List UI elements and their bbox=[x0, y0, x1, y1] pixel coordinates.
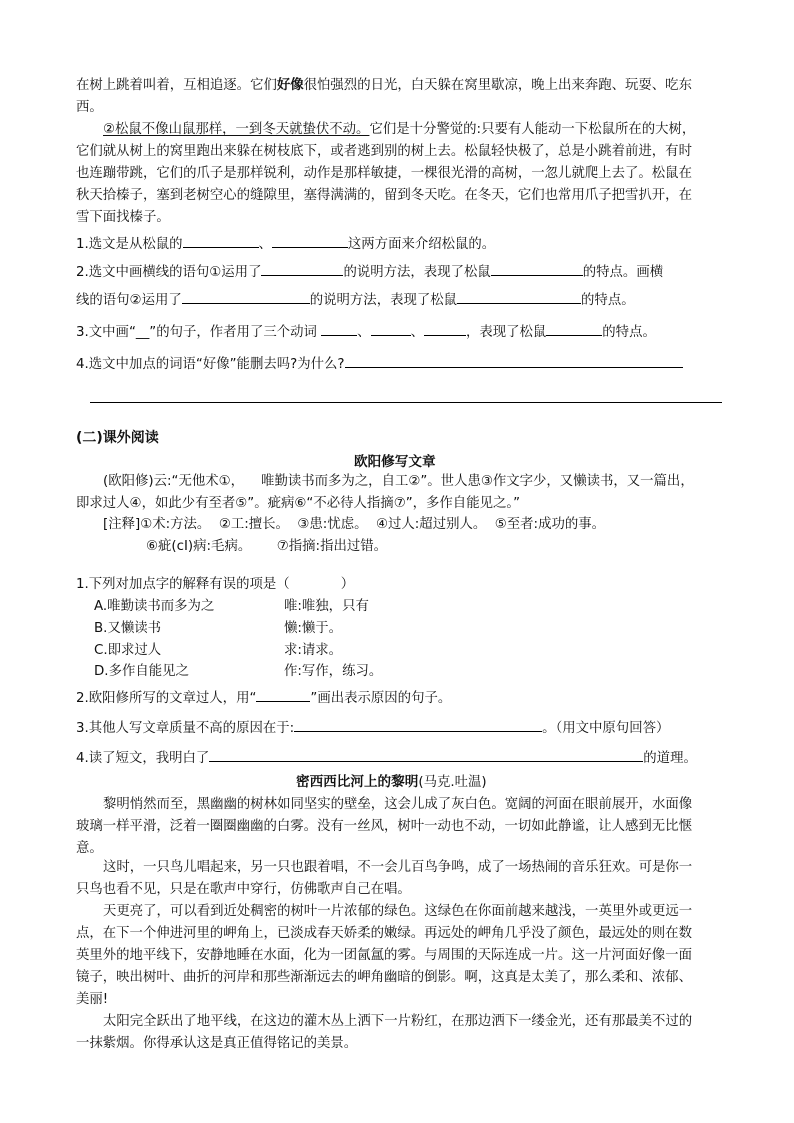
passage-title: 欧阳修写文章 bbox=[354, 454, 436, 470]
passage-line: 即求过人④，如此少有至者⑤”。疵病⑥“不必待人指摘⑦”，多作自能见之。” bbox=[76, 496, 521, 511]
answer-blank[interactable] bbox=[182, 290, 310, 304]
question-1: 1.下列对加点字的解释有误的项是（ ） bbox=[76, 577, 355, 592]
answer-blank[interactable] bbox=[457, 290, 581, 304]
answer-blank[interactable] bbox=[321, 322, 357, 336]
underline-mark: __ bbox=[135, 325, 150, 340]
passage-line: 它们就从树上的窝里跑出来躲在树枝底下，或者逃到别的树上去。松鼠轻快极了，总是小跳着前进，有时 bbox=[76, 144, 692, 159]
text: 、 bbox=[258, 237, 272, 252]
section-heading: (二)课外阅读 bbox=[76, 430, 159, 446]
passage-line: 秋天拾榛子，塞到老树空心的缝隙里，塞得满满的，留到冬天吃。在冬天，它们也常用爪子把雪扒开，在 bbox=[76, 188, 692, 203]
passage-line: 一抹紫烟。你得承认这是真正值得铭记的美景。 bbox=[76, 1036, 358, 1051]
text: 的特点。 bbox=[581, 293, 635, 308]
passage-line: 太阳完全跃出了地平线，在这边的灌木丛上洒下一片粉红，在那边洒下一缕金光，还有那最美不过的 bbox=[103, 1014, 693, 1029]
option-c-explain: 求:请求。 bbox=[284, 643, 343, 658]
answer-line[interactable] bbox=[90, 402, 722, 403]
passage-line bbox=[103, 120, 695, 140]
text: 很怕强烈的日光，白天躲在窝里歇凉，晚上出来奔跑、玩耍、吃东 bbox=[303, 78, 692, 93]
passage-line: 黎明悄然而至，黑幽幽的树林如同坚实的壁垒，这会儿成了灰白色。宽阔的河面在眼前展开，水面像 bbox=[103, 797, 693, 812]
text: 的特点。画横 bbox=[582, 265, 664, 280]
text: 4.选文中加点的词语“好像”能删去吗?为什么? bbox=[76, 357, 345, 372]
text: 4.读了短文，我明白了 bbox=[76, 751, 210, 766]
option-a: A.唯勤读书而多为之 bbox=[94, 599, 215, 614]
text: 的说明方法，表现了松鼠 bbox=[343, 265, 491, 280]
text: 的特点。 bbox=[602, 325, 656, 340]
author: (马克.吐温) bbox=[418, 775, 487, 790]
text: 这两方面来介绍松鼠的。 bbox=[347, 237, 496, 252]
passage-line: (欧阳修)云:“无他术①， 唯勤读书而多为之，自工②”。世人患③作文字少，又懒读书，又一篇出， bbox=[103, 474, 694, 489]
option-d: D.多作自能见之 bbox=[94, 664, 189, 679]
question-2-cont bbox=[76, 290, 635, 311]
text: ”的句子，作者用了三个动词 bbox=[149, 325, 317, 340]
underlined-sentence-2: ②松鼠不像山鼠那样，一到冬天就蛰伏不动。 bbox=[103, 122, 370, 137]
passage-line: 意。 bbox=[76, 841, 103, 856]
text: 3.其他人写文章质量不高的原因在于: bbox=[76, 721, 295, 736]
text: 线的语句②运用了 bbox=[76, 293, 182, 308]
passage-line: 点，在下一个伸进河里的岬角上，已淡成春天娇柔的嫩绿。再远处的岬角几乎没了颜色，最远处的则在数 bbox=[76, 926, 692, 941]
passage-line: 天更亮了，可以看到近处稠密的树叶一片浓郁的绿色。这绿色在你面前越来越浅，一英里外或更远一 bbox=[103, 904, 693, 919]
passage-line: 只鸟也看不见，只是在歌声中穿行，仿佛歌声自己在唱。 bbox=[76, 882, 411, 897]
answer-blank[interactable] bbox=[424, 322, 466, 336]
text: 。（用文中原句回答） bbox=[542, 721, 670, 736]
question-2 bbox=[76, 262, 663, 283]
question-4 bbox=[76, 354, 683, 375]
text: 的说明方法，表现了松鼠 bbox=[309, 293, 458, 308]
passage-line: 雪下面找榛子。 bbox=[76, 210, 170, 225]
passage-line: 西。 bbox=[76, 100, 103, 115]
option-d-explain: 作:写作，练习。 bbox=[284, 664, 383, 679]
passage-line: 也连蹦带跳，它们的爪子是那样锐利，动作是那样敏捷，一棵很光滑的高树，一忽儿就爬上去了。松鼠在 bbox=[76, 166, 692, 181]
passage-line: 英里外的地平线下，安静地睡在水面，化为一团氤氲的雾。与周围的天际连成一片。这一片河面好像一面 bbox=[76, 948, 692, 963]
text: ，表现了松鼠 bbox=[465, 325, 547, 340]
passage-line bbox=[76, 76, 692, 96]
question-4 bbox=[76, 748, 697, 769]
option-a-explain: 唯:唯独，只有 bbox=[284, 599, 369, 614]
question-2 bbox=[76, 688, 451, 709]
answer-blank[interactable] bbox=[183, 234, 259, 248]
option-b-explain: 懒:懒于。 bbox=[284, 621, 343, 636]
text: 1.选文是从松鼠的 bbox=[76, 237, 183, 252]
passage-title: 密西西比河上的黎明 bbox=[296, 774, 419, 790]
answer-blank[interactable] bbox=[272, 234, 348, 248]
answer-blank[interactable] bbox=[209, 748, 643, 762]
text: ”画出表示原因的句子。 bbox=[310, 691, 452, 706]
notes-line: ⑥疵(cI)病:毛病。 ⑦指摘:指出过错。 bbox=[146, 539, 388, 554]
text: 在树上跳着叫着，互相追逐。它们 bbox=[76, 78, 277, 93]
text: 的道理。 bbox=[643, 751, 697, 766]
passage-title-line bbox=[296, 772, 487, 793]
notes-line: [注释]①术:方法。 ②工:擅长。 ③患:忧虑。 ④过人:超过别人。 ⑤至者:成功的事。 bbox=[103, 517, 606, 532]
passage-line: 玻璃一样平滑，泛着一圈圈幽幽的白雾。没有一丝风，树叶一动也不动，一切如此静谧，让人感到无比惬 bbox=[76, 819, 692, 834]
question-3 bbox=[76, 718, 669, 739]
answer-blank[interactable] bbox=[491, 262, 583, 276]
answer-blank[interactable] bbox=[546, 322, 602, 336]
answer-blank[interactable] bbox=[261, 262, 343, 276]
answer-blank[interactable] bbox=[345, 354, 683, 368]
text: 3.文中画“ bbox=[76, 325, 136, 340]
text: 2.选文中画横线的语句①运用了 bbox=[76, 265, 262, 280]
answer-blank[interactable] bbox=[371, 322, 411, 336]
passage-line: 镜子，映出树叶、曲折的河岸和那些渐渐远去的岬角幽暗的倒影。啊，这真是太美了，那么柔和、浓郁、 bbox=[76, 970, 692, 985]
answer-blank[interactable] bbox=[294, 718, 542, 732]
question-1 bbox=[76, 234, 495, 255]
passage-line: 这时，一只鸟儿唱起来，另一只也跟着唱，不一会儿百鸟争鸣，成了一场热闹的音乐狂欢。可是你一 bbox=[103, 860, 693, 875]
passage-line: 美丽! bbox=[76, 992, 109, 1007]
text: 2.欧阳修所写的文章过人，用“ bbox=[76, 691, 257, 706]
question-3 bbox=[76, 322, 656, 343]
option-b: B.又懒读书 bbox=[94, 621, 162, 636]
text: 、 bbox=[357, 325, 371, 340]
answer-blank[interactable] bbox=[256, 688, 310, 702]
option-c: C.即求过人 bbox=[94, 643, 162, 658]
text: 、 bbox=[410, 325, 424, 340]
dotted-word: 好像 bbox=[276, 78, 304, 93]
text: 它们是十分警觉的:只要有人能动一下松鼠所在的大树， bbox=[369, 122, 696, 137]
